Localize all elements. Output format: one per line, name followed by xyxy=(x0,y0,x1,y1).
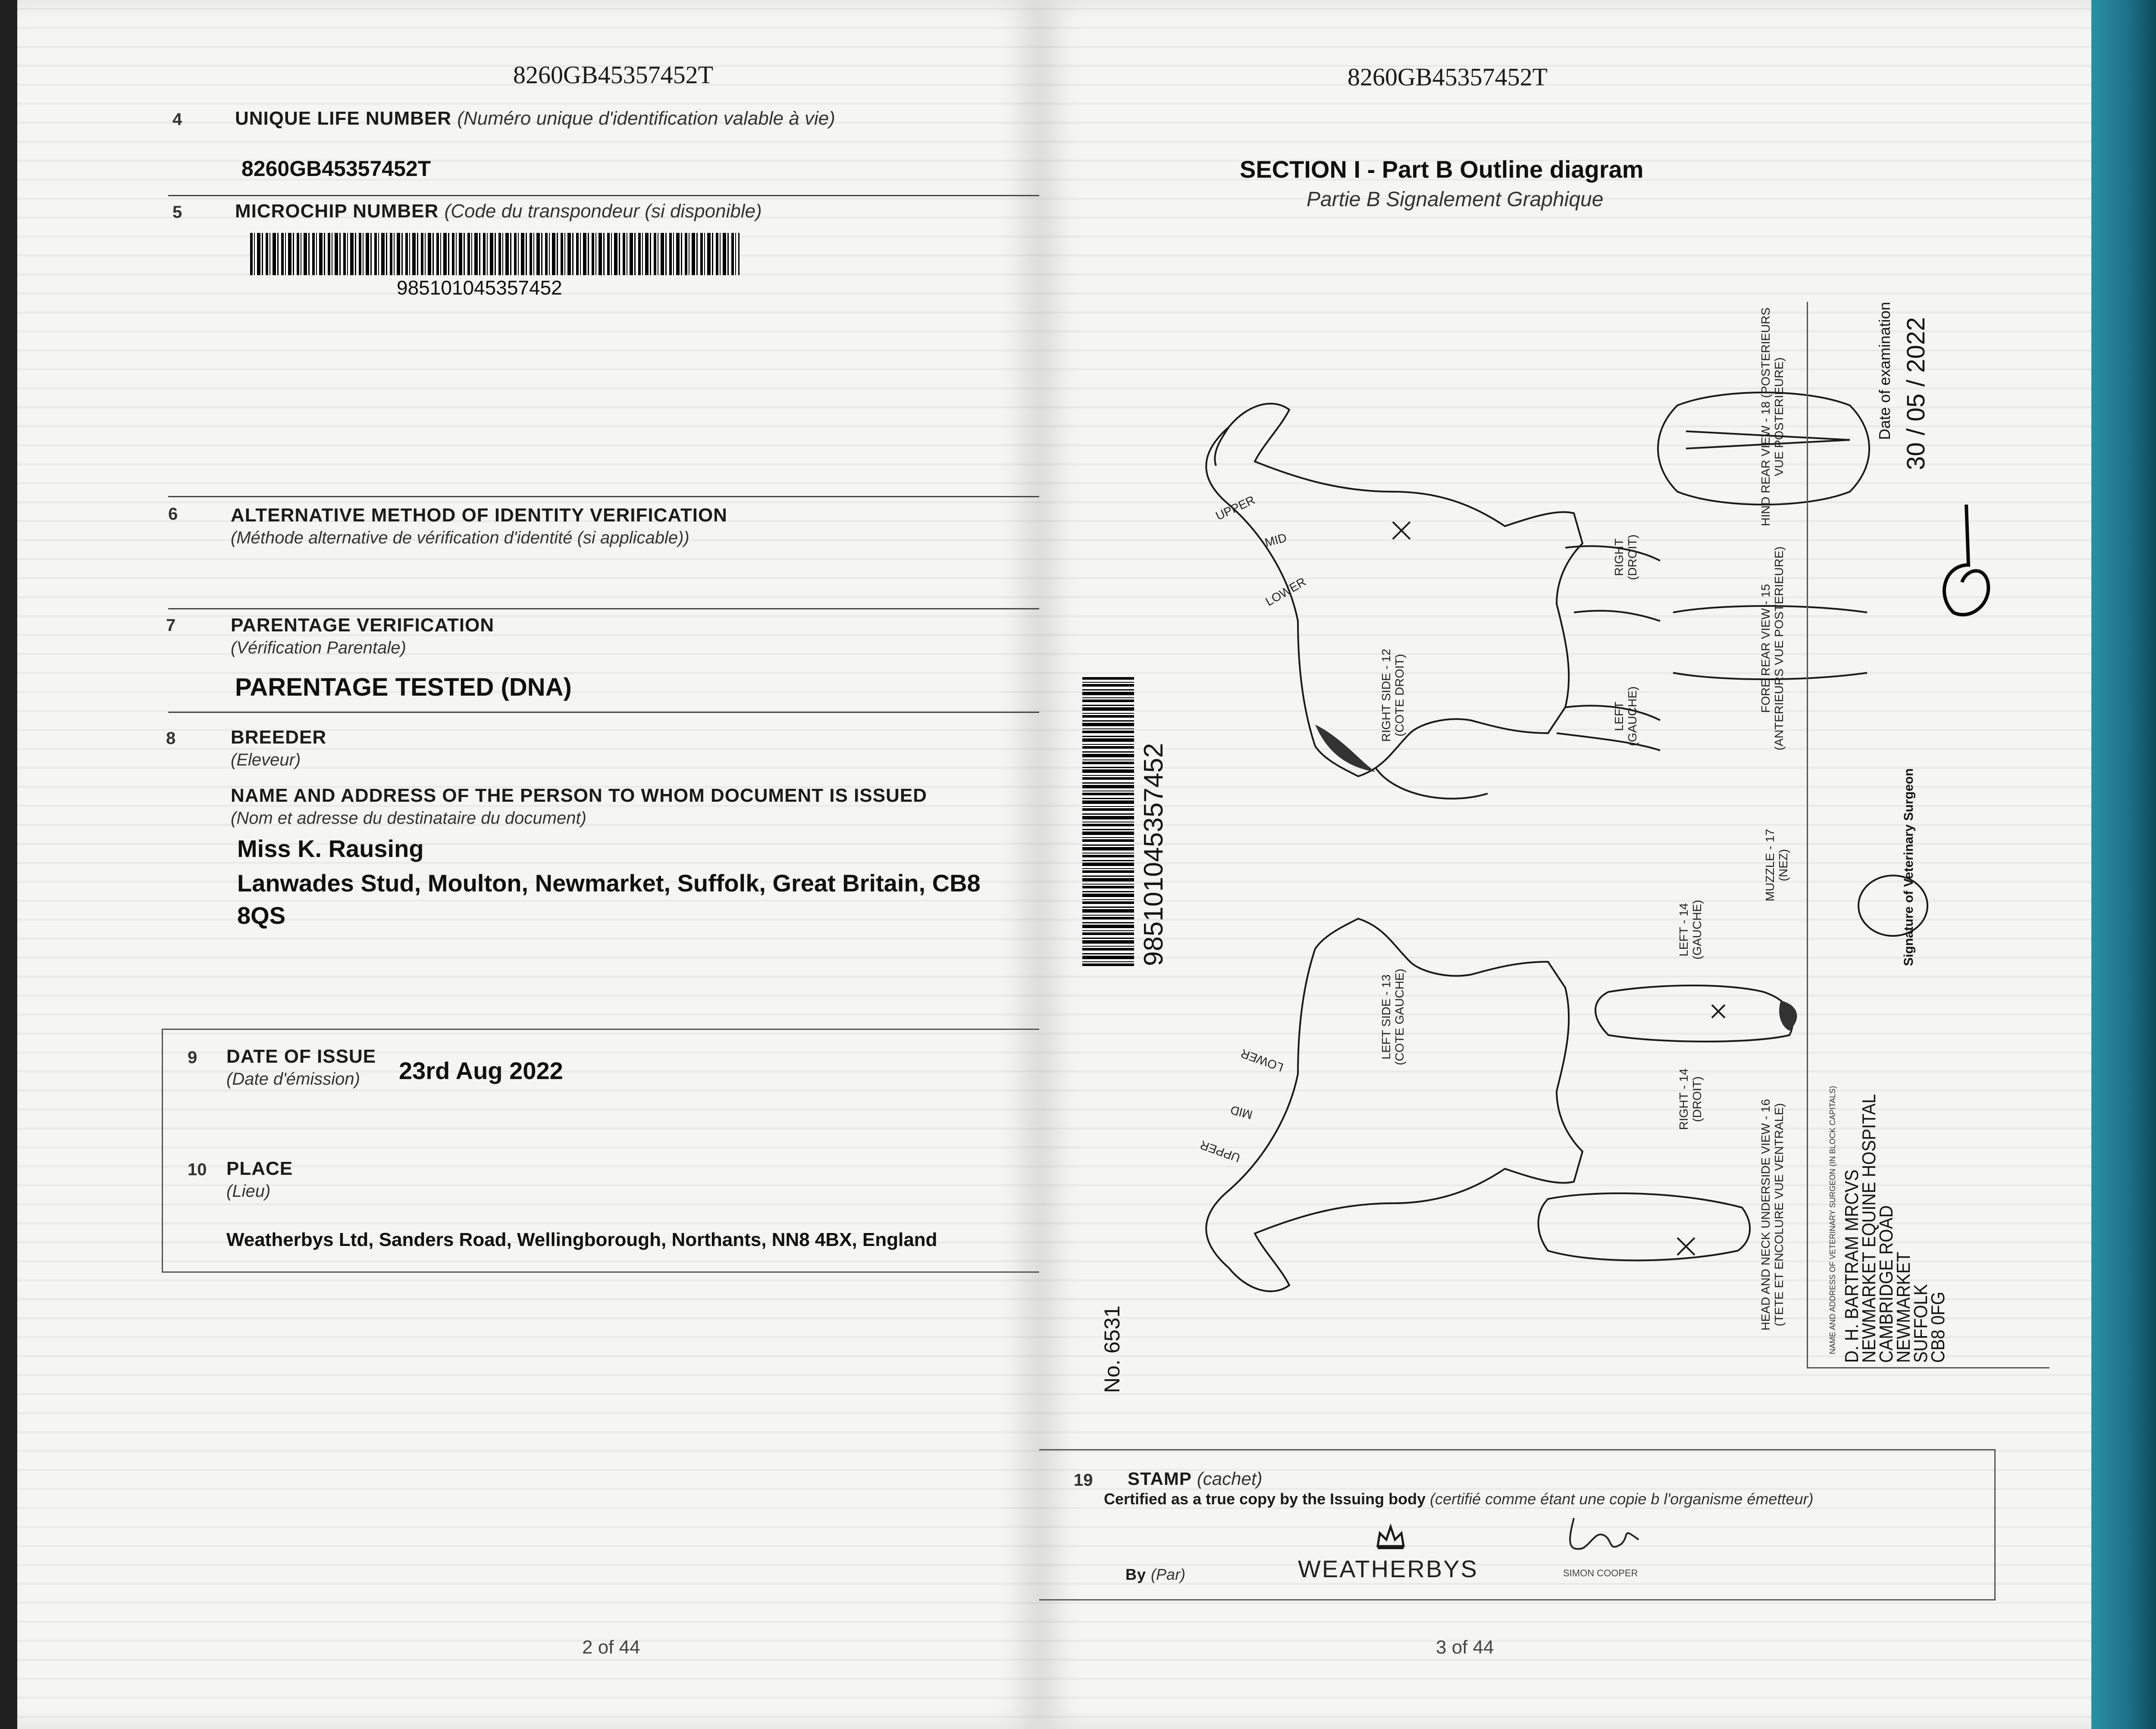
vet-line: CB8 0FG xyxy=(1927,1291,1949,1363)
place-label-fr: (Lieu) xyxy=(226,1182,271,1201)
muzzle-label xyxy=(1764,829,1790,901)
vet-line: CAMBRIDGE ROAD xyxy=(1876,1205,1897,1363)
label-fr: (GAUCHE) xyxy=(1625,686,1639,746)
header-number: 8260GB45357452T xyxy=(513,61,713,89)
label-fr: (COTE DROIT) xyxy=(1392,654,1406,737)
signature-mark xyxy=(1557,1509,1656,1561)
date-of-issue-value: 23rd Aug 2022 xyxy=(399,1057,563,1084)
alt-identity-label-fr: (Méthode alternative de vérification d'identité (si applicable)) xyxy=(231,528,689,547)
divider xyxy=(168,608,1039,609)
parentage-label-fr: (Vérification Parentale) xyxy=(231,638,406,657)
label-fr: (TETE ET ENCOLURE VUE VENTRALE) xyxy=(1772,1103,1786,1327)
label-fr: (DROIT) xyxy=(1690,1076,1704,1122)
right-side-label xyxy=(1380,649,1407,742)
fore-rear-label xyxy=(1759,546,1786,750)
recipient-label-fr: (Nom et adresse du destinataire du document) xyxy=(231,809,586,828)
vet-name-address-label: NAME AND ADDRESS OF VETERINARY SURGEON (IN BLOCK CAPITALS) xyxy=(1828,1086,1837,1354)
certified-label xyxy=(1104,1490,1813,1508)
label-en: LEFT SIDE - 13 xyxy=(1379,974,1393,1060)
date-of-issue-label: DATE OF ISSUE xyxy=(226,1046,376,1067)
breeder-label: BREEDER xyxy=(231,727,327,748)
breeder-label-fr: (Eleveur) xyxy=(231,750,301,769)
recipient-address-line2: 8QS xyxy=(237,902,286,929)
by-label xyxy=(1125,1566,1185,1584)
vet-name-address xyxy=(1843,1094,1947,1363)
vertical-barcode-number: 985101045357452 xyxy=(1139,743,1169,966)
upper-label-bottom: UPPER xyxy=(1198,1138,1242,1165)
header-number: 8260GB45357452T xyxy=(1348,63,1548,91)
vet-signature-label: Signature of Veterinary Surgeon xyxy=(1902,768,1916,966)
section-number: 5 xyxy=(172,203,182,222)
section-number: 19 xyxy=(1074,1471,1093,1490)
label-fr: (GAUCHE) xyxy=(1690,900,1704,960)
section-subtitle: Partie B Signalement Graphique xyxy=(1307,188,1604,211)
label-en: HEAD AND NECK UNDERSIDE VIEW - 16 xyxy=(1759,1099,1772,1330)
exam-date-label: Date of examination xyxy=(1876,301,1893,440)
lower-label: LOWER xyxy=(1263,574,1308,609)
right-label xyxy=(1613,534,1639,580)
label-en: STAMP xyxy=(1128,1469,1192,1489)
label-fr: (COTE GAUCHE) xyxy=(1392,969,1406,1065)
left-side-label xyxy=(1380,969,1407,1065)
unique-life-number-value: 8260GB45357452T xyxy=(241,157,431,181)
place-value: Weatherbys Ltd, Sanders Road, Wellingborough, Northants, NN8 4BX, England xyxy=(226,1229,937,1250)
vet-signature xyxy=(1927,500,2005,638)
label-en: UNIQUE LIFE NUMBER xyxy=(235,108,451,129)
vet-line: NEWMARKET xyxy=(1893,1252,1914,1363)
vet-line: D. H. BARTRAM MRCVS xyxy=(1841,1169,1862,1363)
label-fr: (Par) xyxy=(1151,1566,1186,1583)
label-fr: (certifié comme étant une copie b l'organisme émetteur) xyxy=(1430,1490,1814,1508)
label-en: By xyxy=(1125,1566,1147,1583)
left-label xyxy=(1613,687,1639,746)
head-neck-underside xyxy=(1539,1193,1750,1261)
label-en: RIGHT - 14 xyxy=(1677,1068,1690,1130)
section-number: 9 xyxy=(188,1048,197,1067)
head-neck-label xyxy=(1759,1099,1786,1330)
label-fr: VUE POSTERIEURE) xyxy=(1772,357,1786,477)
right14-label xyxy=(1677,1068,1704,1130)
recipient-label: NAME AND ADDRESS OF THE PERSON TO WHOM DOCUMENT IS ISSUED xyxy=(231,785,928,806)
mid-label-bottom: MID xyxy=(1229,1103,1254,1122)
alt-identity-label: ALTERNATIVE METHOD OF IDENTITY VERIFICATION xyxy=(231,505,727,526)
section-title: SECTION I - Part B Outline diagram xyxy=(1240,156,1644,183)
parentage-label: PARENTAGE VERIFICATION xyxy=(231,615,495,636)
right-page xyxy=(1039,0,2096,1729)
section-number: 8 xyxy=(166,729,176,748)
label-en: MICROCHIP NUMBER xyxy=(235,201,439,222)
label-en: MUZZLE - 17 xyxy=(1763,828,1777,901)
vet-line: NEWMARKET EQUINE HOSPITAL xyxy=(1858,1094,1880,1363)
label-fr: (cachet) xyxy=(1197,1469,1263,1489)
horse-top-view xyxy=(1595,985,1793,1042)
divider xyxy=(168,195,1039,196)
microchip-number-value: 985101045357452 xyxy=(397,276,562,299)
place-label: PLACE xyxy=(226,1158,293,1179)
lower-label-bottom: LOWER xyxy=(1239,1046,1285,1074)
microchip-barcode xyxy=(250,233,740,275)
section-number: 7 xyxy=(166,616,176,635)
recipient-address-line1: Lanwades Stud, Moulton, Newmarket, Suffolk, Great Britain, CB8 xyxy=(237,869,981,897)
document-number: No. 6531 xyxy=(1100,1305,1124,1393)
microchip-number-label xyxy=(235,201,762,222)
label-en: HIND REAR VIEW - 18 (POSTERIEURS xyxy=(1759,307,1772,526)
parentage-value: PARENTAGE TESTED (DNA) xyxy=(235,673,572,701)
page-number: 3 of 44 xyxy=(1436,1637,1494,1658)
left14-label xyxy=(1677,900,1704,960)
label-fr: (Code du transpondeur (si disponible) xyxy=(444,201,762,222)
label-en: FORE REAR VIEW - 15 xyxy=(1759,584,1772,713)
passport-cover-edge xyxy=(2091,0,2156,1729)
left-page xyxy=(17,0,1039,1729)
mid-label: MID xyxy=(1263,530,1288,549)
label-fr: (Numéro unique d'identification valable à vie) xyxy=(457,108,835,129)
hind-rear-label xyxy=(1759,308,1786,526)
stamp-label xyxy=(1128,1469,1263,1489)
label-fr: (NEZ) xyxy=(1776,849,1790,882)
date-of-issue-label-fr: (Date d'émission) xyxy=(226,1070,360,1089)
upper-label: UPPER xyxy=(1213,493,1257,523)
label-fr: (ANTERIEURS VUE POSTERIEURE) xyxy=(1772,546,1786,750)
label-en: RIGHT SIDE - 12 xyxy=(1379,649,1393,742)
crown-logo-icon xyxy=(1373,1520,1408,1550)
weatherbys-logo: WEATHERBYS xyxy=(1298,1555,1478,1582)
exam-date-value: 30 / 05 / 2022 xyxy=(1902,317,1930,470)
page-number: 2 of 44 xyxy=(582,1637,640,1658)
section-number: 4 xyxy=(172,110,182,129)
divider xyxy=(168,496,1039,497)
recipient-name: Miss K. Rausing xyxy=(237,835,424,862)
label-fr: (DROIT) xyxy=(1625,534,1639,580)
divider xyxy=(168,712,1039,713)
vet-line: SUFFOLK xyxy=(1910,1284,1931,1363)
label-en: Certified as a true copy by the Issuing body xyxy=(1104,1490,1426,1508)
section-number: 6 xyxy=(168,505,178,524)
section-number: 10 xyxy=(188,1160,207,1179)
unique-life-number-label xyxy=(235,108,835,129)
label-en: LEFT xyxy=(1612,701,1626,731)
label-en: RIGHT xyxy=(1612,538,1626,576)
label-en: LEFT - 14 xyxy=(1677,903,1690,957)
signer-name: SIMON COOPER xyxy=(1563,1568,1638,1578)
